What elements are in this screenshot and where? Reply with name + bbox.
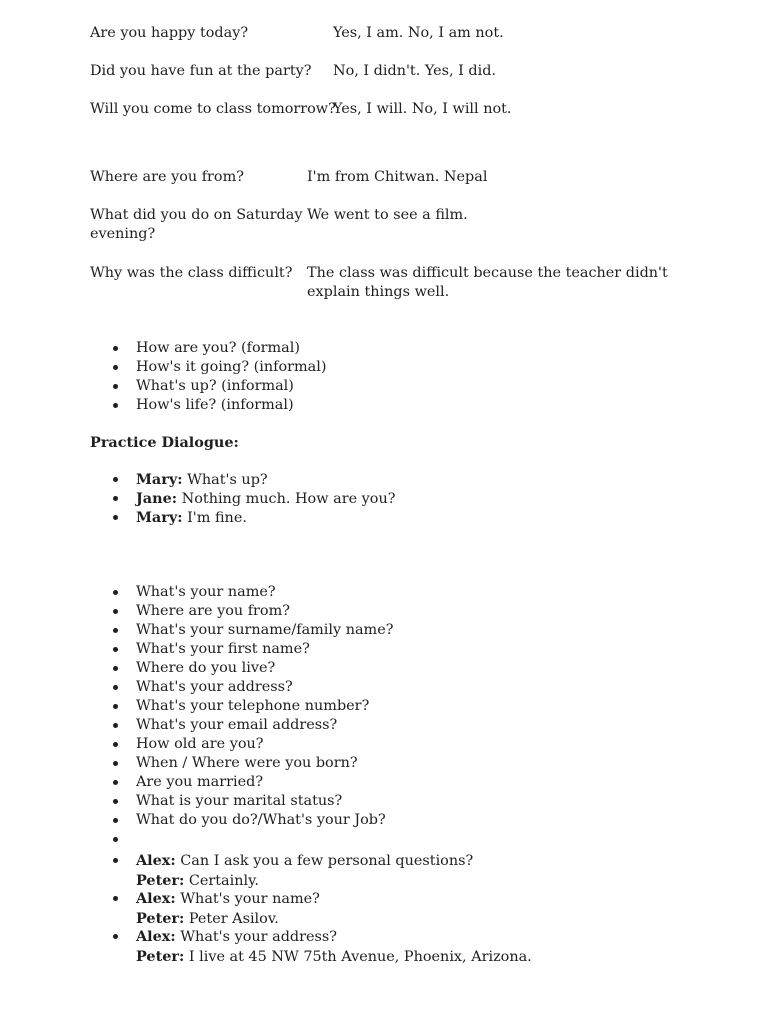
bullet-icon (113, 934, 118, 939)
dialogue-line (0, 470, 395, 489)
dialogue-text: What's up? (182, 472, 268, 488)
bullet-icon (113, 818, 118, 823)
question-text: What did you do on Saturday evening? (90, 207, 303, 242)
list-item (0, 830, 393, 849)
list-item: Where are you from? (0, 602, 393, 621)
answer-text: No, I didn't. Yes, I did. (333, 63, 497, 79)
list-item: What do you do?/What's your Job? (0, 811, 393, 830)
answer-text: Yes, I will. No, I will not. (333, 101, 512, 117)
question-text: Will you come to class tomorrow? (90, 101, 336, 117)
bullet-icon (113, 858, 118, 863)
list-item: Where do you live? (0, 659, 393, 678)
answer-text: Yes, I am. No, I am not. (333, 25, 504, 41)
bullet-icon (113, 346, 118, 351)
bullet-icon (113, 628, 118, 633)
speaker-name: Jane: (136, 490, 178, 507)
speaker-name: Peter: (136, 910, 185, 927)
bullet-icon (113, 723, 118, 728)
speaker-name: Mary: (136, 509, 183, 526)
list-item: How's it going? (informal) (0, 358, 326, 377)
bullet-icon (113, 477, 118, 482)
bullet-icon (113, 365, 118, 370)
speaker-name: Alex: (136, 890, 176, 907)
question-text: Why was the class difficult? (90, 265, 293, 281)
question-text: Are you happy today? (90, 25, 249, 41)
list-item: How are you? (formal) (0, 339, 326, 358)
bullet-icon (113, 496, 118, 501)
bullet-icon (113, 609, 118, 614)
list-item: How old are you? (0, 735, 393, 754)
dialogue-exchange (0, 851, 532, 889)
bullet-icon (113, 685, 118, 690)
list-item: Are you married? (0, 773, 393, 792)
section-heading: Practice Dialogue: (90, 434, 239, 451)
answer-text: The class was difficult because the teacher didn't explain things well. (307, 265, 668, 300)
dialogue-exchange (0, 889, 532, 927)
dialogue-line (0, 489, 395, 508)
list-item: What's up? (informal) (0, 377, 326, 396)
dialogue-list (0, 851, 532, 965)
dialogue-text: Nothing much. How are you? (177, 491, 396, 507)
speaker-name: Mary: (136, 471, 183, 488)
list-item: What's your address? (0, 678, 393, 697)
personal-questions-list (0, 583, 393, 849)
dialogue-text: I live at 45 NW 75th Avenue, Phoenix, Arizona. (184, 949, 532, 965)
dialogue-text: Peter Asilov. (184, 911, 279, 927)
list-item: What's your name? (0, 583, 393, 602)
answer-text: I'm from Chitwan. Nepal (307, 169, 488, 185)
list-item: What's your surname/family name? (0, 621, 393, 640)
question-text: Did you have fun at the party? (90, 63, 312, 79)
bullet-icon (113, 590, 118, 595)
question-text: Where are you from? (90, 169, 244, 185)
list-item: What is your marital status? (0, 792, 393, 811)
speaker-name: Peter: (136, 948, 185, 965)
list-item: How's life? (informal) (0, 396, 326, 415)
greetings-list (0, 339, 326, 415)
bullet-icon (113, 647, 118, 652)
bullet-icon (113, 515, 118, 520)
dialogue-text: What's your address? (175, 929, 337, 945)
list-item: When / Where were you born? (0, 754, 393, 773)
dialogue-text: Certainly. (184, 873, 259, 889)
dialogue-text: Can I ask you a few personal questions? (175, 853, 474, 869)
dialogue-list (0, 470, 395, 527)
bullet-icon (113, 704, 118, 709)
list-item: What's your first name? (0, 640, 393, 659)
dialogue-text: I'm fine. (182, 510, 247, 526)
bullet-icon (113, 666, 118, 671)
bullet-icon (113, 384, 118, 389)
answer-text: We went to see a film. (307, 207, 468, 223)
speaker-name: Alex: (136, 928, 176, 945)
bullet-icon (113, 780, 118, 785)
bullet-icon (113, 742, 118, 747)
dialogue-exchange (0, 927, 532, 965)
bullet-icon (113, 761, 118, 766)
speaker-name: Alex: (136, 852, 176, 869)
list-item: What's your telephone number? (0, 697, 393, 716)
bullet-icon (113, 403, 118, 408)
bullet-icon (113, 799, 118, 804)
bullet-icon (113, 837, 118, 842)
speaker-name: Peter: (136, 872, 185, 889)
list-item: What's your email address? (0, 716, 393, 735)
dialogue-text: What's your name? (175, 891, 320, 907)
bullet-icon (113, 896, 118, 901)
dialogue-line (0, 508, 395, 527)
